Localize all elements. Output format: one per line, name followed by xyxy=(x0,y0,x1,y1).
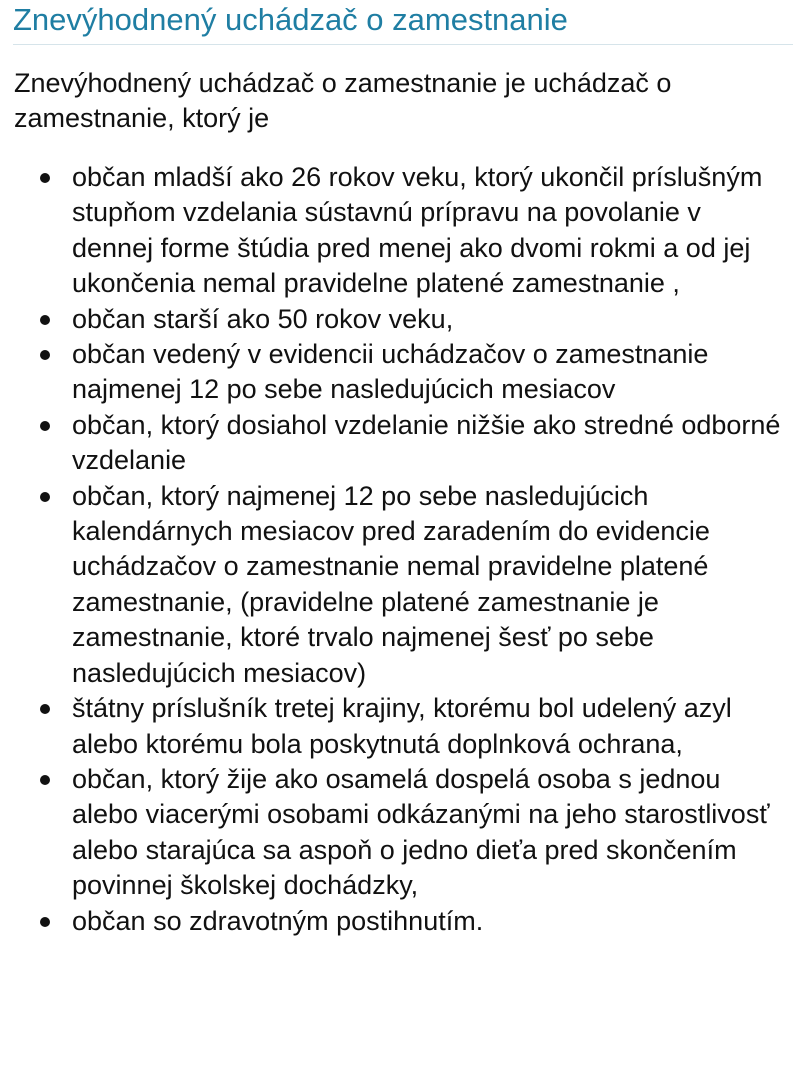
page-title: Znevýhodnený uchádzač o zamestnanie xyxy=(13,2,568,37)
list-item xyxy=(0,762,793,904)
list-item-text: občan starší ako 50 rokov veku, xyxy=(72,303,454,334)
list-item xyxy=(0,691,793,762)
list-item xyxy=(0,904,793,939)
criteria-list xyxy=(0,160,793,939)
list-item xyxy=(0,302,793,337)
intro-paragraph: Znevýhodnený uchádzač o zamestnanie je uchádzač o zamestnanie, ktorý je xyxy=(14,68,672,133)
list-item xyxy=(0,479,793,691)
bullet-icon xyxy=(40,350,50,360)
bullet-icon xyxy=(40,173,50,183)
list-item xyxy=(0,408,793,479)
title-divider xyxy=(13,44,793,45)
list-item-text: občan, ktorý žije ako osamelá dospelá osoba s jednou alebo viacerými osobami odkázanými na jeho starostlivosť alebo starajúca sa aspoň o jedno dieťa pred skončením povinnej školskej dochádzky, xyxy=(72,763,770,901)
list-item xyxy=(0,337,793,408)
bullet-icon xyxy=(40,704,50,714)
bullet-icon xyxy=(40,421,50,431)
bullet-icon xyxy=(40,315,50,325)
list-item-text: občan so zdravotným postihnutím. xyxy=(72,905,484,936)
bullet-icon xyxy=(40,775,50,785)
list-item-text: občan vedený v evidencii uchádzačov o zamestnanie najmenej 12 po sebe nasledujúcich mesiacov xyxy=(72,339,709,405)
bullet-icon xyxy=(40,917,50,927)
list-item-text: občan, ktorý najmenej 12 po sebe nasledujúcich kalendárnych mesiacov pred zaradením do evidencie uchádzačov o zamestnanie nemal pravidelne platené zamestnanie, (pravidelne platené zamestnanie je zamestnanie, ktoré trvalo najmenej šesť po sebe nasledujúcich mesiacov) xyxy=(72,480,710,688)
list-item-text: štátny príslušník tretej krajiny, ktorému bol udelený azyl alebo ktorému bola poskytnutá doplnková ochrana, xyxy=(72,693,732,759)
list-item xyxy=(0,160,793,302)
list-item-text: občan, ktorý dosiahol vzdelanie nižšie ako stredné odborné vzdelanie xyxy=(72,409,781,476)
bullet-icon xyxy=(40,492,50,502)
list-item-text: občan mladší ako 26 rokov veku, ktorý ukončil príslušným stupňom vzdelania sústavnú prípravu na povolanie v dennej forme štúdia pred menej ako dvomi rokmi a od jej ukončenia nemal pravidelne platené zamestnanie , xyxy=(72,162,763,299)
